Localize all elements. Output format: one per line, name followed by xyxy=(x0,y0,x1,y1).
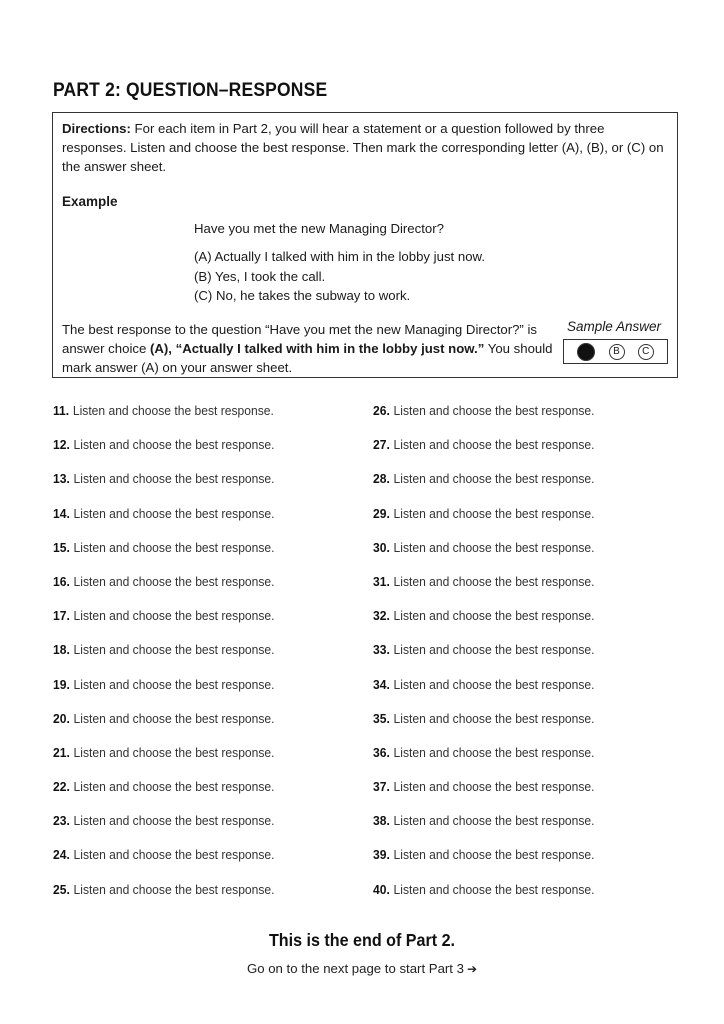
question-text: Listen and choose the best response. xyxy=(73,847,275,863)
question-text: Listen and choose the best response. xyxy=(73,642,275,658)
question-item xyxy=(53,813,274,847)
next-page-text: Go on to the next page to start Part 3 xyxy=(246,961,464,976)
question-number: 27. xyxy=(373,437,390,453)
question-column-right xyxy=(373,403,611,916)
page-title: PART 2: QUESTION–RESPONSE xyxy=(53,80,328,101)
question-text: Listen and choose the best response. xyxy=(73,881,275,897)
question-text: Listen and choose the best response. xyxy=(393,710,595,726)
question-text: Listen and choose the best response. xyxy=(393,881,595,897)
next-page-instruction xyxy=(0,961,724,976)
example-label: Example xyxy=(62,194,118,209)
question-item xyxy=(53,847,274,881)
question-text: Listen and choose the best response. xyxy=(73,437,275,453)
directions-label: Directions: xyxy=(62,121,131,136)
question-number: 31. xyxy=(373,573,390,589)
question-number: 25. xyxy=(53,881,70,897)
explanation-pre: The best response to the question “Have you met the new Managing Director?” is answer choice xyxy=(62,322,538,356)
question-item xyxy=(53,608,274,642)
question-text: Listen and choose the best response. xyxy=(393,539,595,555)
question-item xyxy=(373,642,594,676)
question-number: 17. xyxy=(53,608,70,624)
question-item xyxy=(373,745,594,779)
explanation-post: You should mark answer (A) on your answer sheet. xyxy=(62,341,553,375)
question-text: Listen and choose the best response. xyxy=(393,608,595,624)
question-item xyxy=(53,540,274,574)
question-number: 34. xyxy=(373,676,390,692)
question-text: Listen and choose the best response. xyxy=(73,608,275,624)
question-number: 13. xyxy=(53,471,70,487)
question-item xyxy=(373,540,594,574)
question-text: Listen and choose the best response. xyxy=(393,403,595,418)
question-number: 24. xyxy=(53,847,70,863)
question-item xyxy=(373,608,594,642)
question-number: 20. xyxy=(53,710,70,726)
arrow-right-icon: ➔ xyxy=(466,962,478,976)
sample-answer-label: Sample Answer xyxy=(567,319,662,334)
question-number: 26. xyxy=(373,403,390,418)
question-text: Listen and choose the best response. xyxy=(73,573,275,589)
question-item xyxy=(373,779,594,813)
directions-text xyxy=(62,119,667,176)
question-text: Listen and choose the best response. xyxy=(73,676,275,692)
question-number: 40. xyxy=(373,881,390,897)
question-number: 14. xyxy=(53,505,70,521)
end-of-part-title: This is the end of Part 2. xyxy=(268,930,456,950)
example-option-b: (B) Yes, I took the call. xyxy=(194,268,326,284)
question-item xyxy=(53,471,274,505)
question-text: Listen and choose the best response. xyxy=(73,539,275,555)
question-item xyxy=(53,677,274,711)
question-item xyxy=(53,437,274,471)
question-text: Listen and choose the best response. xyxy=(73,779,275,795)
directions-box xyxy=(52,112,678,378)
question-number: 22. xyxy=(53,779,70,795)
question-text: Listen and choose the best response. xyxy=(393,676,595,692)
question-item xyxy=(373,711,594,745)
question-item xyxy=(373,437,594,471)
question-number: 30. xyxy=(373,539,390,555)
question-item xyxy=(373,882,594,916)
directions-body: For each item in Part 2, you will hear a statement or a question followed by three responses. Listen and choose the best response. Then mark the corresponding letter (A), (B), or (C) on the answer sheet. xyxy=(62,121,664,174)
example-question: Have you met the new Managing Director? xyxy=(194,221,444,236)
question-text: Listen and choose the best response. xyxy=(73,744,275,760)
explanation-choice: (A), “Actually I talked with him in the lobby just now.” xyxy=(149,341,485,356)
answer-bubble-c: C xyxy=(638,344,654,360)
question-number: 21. xyxy=(53,744,70,760)
question-number: 36. xyxy=(373,744,390,760)
question-item xyxy=(53,882,274,916)
question-item xyxy=(373,506,594,540)
question-text: Listen and choose the best response. xyxy=(393,642,595,658)
question-item xyxy=(53,779,274,813)
question-number: 33. xyxy=(373,642,390,658)
question-item xyxy=(373,677,594,711)
question-number: 37. xyxy=(373,779,390,795)
question-number: 38. xyxy=(373,813,390,829)
question-number: 23. xyxy=(53,813,70,829)
question-column-left xyxy=(53,403,291,916)
question-number: 32. xyxy=(373,608,390,624)
sample-answer-bubbles xyxy=(563,339,668,364)
question-item xyxy=(373,813,594,847)
question-number: 11. xyxy=(53,403,70,418)
example-option-a: (A) Actually I talked with him in the lobby just now. xyxy=(194,249,485,264)
question-item xyxy=(53,745,274,779)
example-options xyxy=(194,247,485,306)
question-text: Listen and choose the best response. xyxy=(393,779,595,795)
question-text: Listen and choose the best response. xyxy=(393,505,595,521)
question-text: Listen and choose the best response. xyxy=(73,710,275,726)
question-text: Listen and choose the best response. xyxy=(393,437,595,453)
answer-bubble-a-filled xyxy=(577,343,595,361)
question-item xyxy=(53,403,274,437)
question-text: Listen and choose the best response. xyxy=(393,573,595,589)
question-text: Listen and choose the best response. xyxy=(393,471,595,487)
question-number: 28. xyxy=(373,471,390,487)
question-number: 18. xyxy=(53,642,70,658)
question-item xyxy=(53,642,274,676)
question-text: Listen and choose the best response. xyxy=(393,847,595,863)
question-item xyxy=(373,574,594,608)
question-text: Listen and choose the best response. xyxy=(393,813,595,829)
question-item xyxy=(373,847,594,881)
question-number: 19. xyxy=(53,676,70,692)
question-number: 29. xyxy=(373,505,390,521)
question-text: Listen and choose the best response. xyxy=(393,744,595,760)
question-text: Listen and choose the best response. xyxy=(72,403,274,418)
question-number: 12. xyxy=(53,437,70,453)
question-number: 16. xyxy=(53,573,70,589)
question-number: 35. xyxy=(373,710,390,726)
question-text: Listen and choose the best response. xyxy=(73,813,275,829)
example-option-c: (C) No, he takes the subway to work. xyxy=(194,288,411,303)
question-item xyxy=(373,471,594,505)
question-number: 15. xyxy=(53,539,70,555)
question-item xyxy=(53,506,274,540)
question-item xyxy=(373,403,594,437)
question-item xyxy=(53,574,274,608)
question-number: 39. xyxy=(373,847,390,863)
example-explanation xyxy=(62,320,557,377)
question-item xyxy=(53,711,274,745)
question-text: Listen and choose the best response. xyxy=(73,471,275,487)
answer-bubble-b: B xyxy=(609,344,625,360)
question-text: Listen and choose the best response. xyxy=(73,505,275,521)
